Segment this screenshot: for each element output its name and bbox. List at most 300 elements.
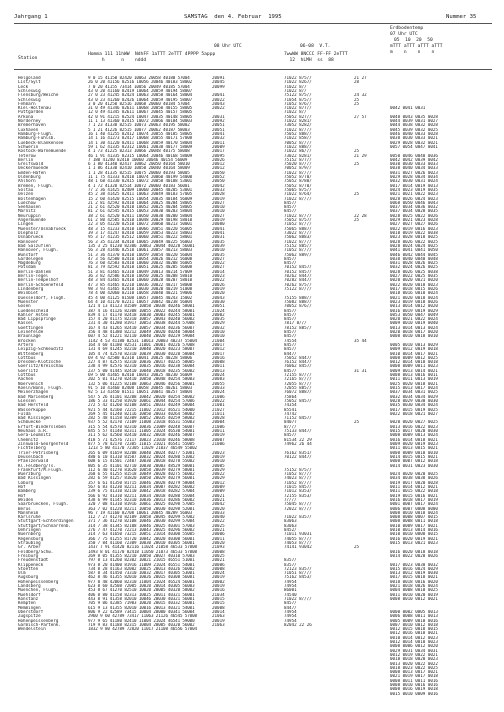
weather-values: 70052 8//// — [284, 140, 312, 145]
soil-temperatures: 0022 0020 0018 0023 — [390, 282, 438, 287]
weather-values: 75045 8//// — [284, 502, 312, 507]
extra-values: 20006 — [212, 562, 225, 567]
station-name: Leipzig-Schkeuditz — [18, 347, 64, 352]
soil-temperatures: 0000 0002 0005 0013 — [390, 609, 438, 614]
station-name: Konstanz — [18, 596, 39, 601]
soil-temperatures: 0020 0020 0021 0020 — [390, 278, 438, 283]
station-name: Berlin-Dahlem — [18, 269, 51, 274]
soil-temperatures: 0038 0040 0034 0033 — [390, 166, 438, 171]
soil-temperatures: 0008 0010 0018 0024 — [390, 510, 438, 515]
extra-values: 20009 — [212, 144, 225, 149]
station-name: Luebeck-Blankensee — [18, 140, 64, 145]
synop-values: 131 4 69 41245 82210 10040 20020 40223 58007 — [88, 347, 195, 352]
soil-temperatures: 0025 0020 0018 0021 — [390, 381, 438, 386]
soil-temperatures: 0053 0050 0047 0049 — [390, 312, 438, 317]
wind-values: 25 — [354, 192, 360, 197]
extra-values: 20021 — [212, 528, 225, 533]
station-name: Weiden — [18, 497, 34, 502]
soil-temperatures: 0009 0010 0019 0040 — [390, 321, 438, 326]
extra-values: 20019 — [212, 575, 225, 580]
soil-temperatures: 0018 0016 0018 0024 — [390, 291, 438, 296]
weather-values: 71022 8//// — [284, 213, 312, 218]
weather-values: 75052 8780/ — [284, 179, 312, 184]
synop-values: 877 5 78 42170 72305 11015 21021 46541 55005 — [88, 441, 195, 446]
extra-values: 20052 — [212, 175, 225, 180]
weather-values: 71052 8//// — [284, 248, 312, 253]
soil-temperatures: 0019 0015 0016 0021 — [390, 493, 438, 498]
soil-temperatures: 0023 0028 0018 0025 — [390, 235, 438, 240]
soil-temperatures: 0044 0038 0032 0028 — [390, 123, 438, 128]
soil-temperatures: 0012 0014 0018 0023 — [390, 640, 438, 645]
station-name: Ueckermuende — [18, 166, 49, 171]
weather-values: 76162 8351/ — [284, 450, 312, 455]
soil-temperatures: 0008 0010 0012 0021 — [390, 596, 438, 601]
weather-values: 71052 8//// — [284, 472, 312, 477]
station-name: Zugspitze — [18, 614, 41, 619]
soil-temperatures: 0008 0010 0016 0016 — [390, 683, 438, 688]
soil-temperatures: 0030 0030 0033 0033 — [390, 162, 438, 167]
extra-values: 20019 — [212, 618, 225, 623]
synop-values: 132 5 06 41225 82108 10063 20046 40256 58001 — [88, 381, 195, 386]
soil-temperatures: 0008 0008 0007 0015 — [390, 515, 438, 520]
weather-values: 70262 875// — [284, 282, 312, 287]
synop-values: 38 2 61 42520 82411 10050 20030 40200 58004 — [88, 213, 193, 218]
wind-values: 25 — [354, 149, 360, 154]
synop-values: 1437 7 91 41420 82116 11024 21058 46533 57008 — [88, 545, 197, 550]
station-name: Kempten — [18, 601, 36, 606]
extra-values: 20026 — [212, 157, 225, 162]
synop-values: 238 4 99 42576 82310 10035 20016 40238 56004 — [88, 364, 195, 369]
soil-temperatures: 0028 0026 0025 0038 — [390, 269, 438, 274]
station-name: Landsberg — [18, 584, 41, 589]
soil-temperatures: 0038 0040 0040 0048 — [390, 256, 438, 261]
synop-values: 47 3 85 41465 82210 10036 20022 40217 58008 — [88, 282, 193, 287]
weather-values: 71152 8457/ — [284, 416, 312, 421]
station-name: Cottbus — [18, 355, 36, 360]
station-name: Weinbiet — [18, 291, 39, 296]
station-name: Oehringen — [18, 528, 41, 533]
weather-values: 81534 22 29 — [284, 437, 312, 442]
extra-values: 20010 — [212, 209, 225, 214]
station-name: Hannover — [18, 239, 39, 244]
extra-values: 20024 — [212, 373, 225, 378]
weather-values: 8447/ — [284, 351, 297, 356]
station-name: Fehmarn — [18, 101, 36, 106]
soil-temperatures: 0008 0009 0011 0023 — [390, 364, 438, 369]
extra-values: 20019 — [212, 433, 225, 438]
weather-values: 74954 — [284, 609, 297, 614]
extra-values: 20024 — [212, 571, 225, 576]
soil-temperatures: 0042 0042 0039 0042 — [390, 157, 438, 162]
synop-values: 1213 5 80 41170 72305 11029 21037 46549 55002 — [88, 446, 197, 451]
soil-temperatures: 0028 0026 0024 0023 — [390, 196, 438, 201]
synop-values: 95 3 17 41235 82512 10060 20051 40222 58001 — [88, 235, 193, 240]
synop-values: 5 1 21 41226 82515 10077 20062 40187 58003 — [88, 127, 190, 132]
weather-values: 8457/ — [284, 256, 297, 261]
soil-temperatures: 0016 0018 0017 0019 — [390, 497, 438, 502]
station-name: Lingen — [18, 222, 34, 227]
weather-values: 75122 875// — [284, 93, 312, 98]
extra-values: 20021 — [212, 493, 225, 498]
weather-values: 71052 8//// — [284, 480, 312, 485]
soil-temperatures: 0029 0028 0034 0034 — [390, 175, 438, 180]
synop-values: 1142 4 53 41180 82531 10013 20003 40237 55004 — [88, 338, 197, 343]
weather-values: 8357/ — [284, 558, 297, 563]
extra-values: 20030 — [212, 299, 225, 304]
weather-values: 71022 8// — [284, 88, 307, 93]
extra-values: 20008 — [212, 549, 225, 554]
extra-values: 20041 — [212, 131, 225, 136]
soil-temperatures: 0021 0020 0018 0024 — [390, 295, 438, 300]
extra-values: 20083 — [212, 377, 225, 382]
station-name: Erfurt-Bindersleben — [18, 424, 66, 429]
soil-temperatures: 0001 0007 0017 0024 — [390, 502, 438, 507]
weather-values: 75062 889// — [284, 252, 312, 257]
extra-values: 20022 — [212, 261, 225, 266]
station-name: Hamburg-Fuhlsb. — [18, 136, 56, 141]
wind-values: 21 27 — [354, 76, 367, 80]
extra-values: 20043 — [212, 295, 225, 300]
synop-values: 608 6 15 41501 72407 10030 20018 40278 55002 — [88, 459, 195, 464]
extra-values: 20029 — [212, 476, 225, 481]
extra-values: 20021 — [212, 497, 225, 502]
synop-values: 7 0 20 41155 73414 10056 20049 40185 57004 — [88, 84, 190, 89]
soil-temperatures: 0011 0011 0013 0019 — [390, 377, 438, 382]
extra-values: 20041 — [212, 231, 225, 235]
wind-values: 24 32 — [354, 93, 367, 98]
soil-temperatures: 0007 0010 0012 0018 — [390, 622, 438, 627]
weather-values: 71022 8// — [284, 84, 307, 89]
soil-temperatures: 0035 0030 0034 0024 — [390, 403, 438, 408]
station-name: Arkona — [18, 114, 34, 119]
synop-values: 59 1 62 41335 82312 10061 20038 40177 58009 — [88, 144, 193, 149]
weather-values: 8457/ — [284, 368, 297, 373]
weather-values: 73022 8281/ — [284, 153, 312, 158]
weather-values: 71015 8457/ — [284, 485, 312, 490]
station-name: Magdeburg — [18, 261, 41, 266]
extra-values: 20027 — [212, 256, 225, 261]
synop-values: 76 3 60 42583 82410 10060 20032 40208 56005 — [88, 261, 193, 266]
station-name: Feldberg/Schw. — [18, 549, 54, 554]
synop-values: 12 0 49 41345 82611 10067 20045 40157 58005 — [88, 110, 193, 115]
extra-values: 20051 — [212, 127, 225, 132]
synop-values: 51 3 81 41465 82310 10049 20013 40214 57009 — [88, 269, 193, 274]
synop-values: 56 3 35 41234 82410 10065 20049 40225 56003 — [88, 239, 193, 244]
synop-values: 320 7 08 41310 81916 10061 20025 40298 57005 — [88, 502, 195, 507]
soil-temperatures: 0057 0054 0047 0041 — [390, 144, 438, 149]
weather-values: 75052 8447/ — [284, 355, 312, 360]
weather-values: 75122 87/// — [284, 286, 312, 291]
weather-values: 74954 — [284, 579, 297, 584]
station-name: Schmuecke — [18, 420, 41, 425]
weather-values: 8457/ — [284, 209, 297, 214]
synop-values: 77 2 36 41425 82409 10060 20045 40205 53001 — [88, 187, 193, 192]
extra-values: 20027 — [212, 265, 225, 270]
weather-values: 72155 87/// — [284, 373, 312, 378]
soil-temperatures: 0048 0043 0035 0028 — [390, 114, 438, 119]
extra-values: 21063 — [212, 622, 225, 627]
extra-values: 20012 — [212, 162, 225, 167]
station-name: Berlin-Tegel — [18, 274, 49, 279]
extra-values: 20010 — [212, 205, 225, 210]
weather-values: 70152 8457/ — [284, 265, 312, 270]
weather-values: 8457/ — [284, 334, 297, 339]
synop-values: 607 4 52 41221 82110 10040 20020 40229 59004 — [88, 334, 195, 339]
synop-values: 1 1 28 41335 82515 10075 20060 40193 58005 — [88, 170, 190, 175]
weather-values: 8457/ — [284, 433, 297, 438]
soil-temperatures: 0008 0009 0012 0025 — [390, 355, 438, 360]
weather-values: 8457/ — [284, 601, 297, 606]
soil-temperatures: 0010 0014 0017 0021 — [390, 351, 438, 356]
station-name: Braunlage — [18, 334, 41, 339]
weather-values: 70122 8447/ — [284, 454, 312, 459]
station-name: Regensburg — [18, 536, 44, 541]
station-name: Diepholz — [18, 231, 39, 235]
synop-values: 36 3 82 42586 82410 10050 20025 40208 58010 — [88, 274, 193, 279]
weather-values: 74742 — [284, 411, 297, 416]
synop-values: 98 3 93 41465 82410 10030 20020 40219 51008 — [88, 286, 193, 291]
weather-values: 71051 8//// — [284, 571, 312, 576]
station-name: Bad Lippspringe — [18, 317, 56, 322]
station-name: Gr. Arber — [18, 545, 41, 550]
station-name: Soltau — [18, 187, 34, 192]
synop-values: 1832 9 80 42789 72820 11017 21108 46556 57004 — [88, 627, 197, 632]
station-name: Koeln/Bonn, Flugh. — [18, 386, 64, 390]
soil-temperatures: 0046 0042 0044 0045 — [390, 252, 438, 257]
soil-temperatures: 0017 0015 0019 0025 — [390, 407, 438, 412]
station-name: Marnitz — [18, 209, 36, 214]
weather-values: 8457/ — [284, 308, 297, 313]
extra-values: 20031 — [212, 235, 225, 240]
weather-values: 71022 8//// — [284, 596, 312, 601]
extra-values: 21006 — [212, 394, 225, 399]
weather-values: 8457/ — [284, 330, 297, 335]
synop-values: 443 8 91 41358 82010 10046 20030 40321 56001 — [88, 596, 195, 601]
soil-temperatures: 0015 0017 0020 0030 — [390, 429, 438, 434]
extra-values: 21011 — [212, 411, 225, 416]
soil-temperatures: 0009 0013 0014 0021 — [390, 368, 438, 373]
weather-values: 75864 — [284, 394, 297, 399]
weather-column-header: 7wwWW 8NCCC FF-FF 2eTTT — [284, 52, 348, 57]
extra-values: 20020 — [212, 506, 225, 511]
weather-values: 74053 8//// — [284, 541, 312, 545]
station-name: Leinefelde — [18, 330, 44, 335]
synop-values: 11 1 13 41360 82415 10072 20066 40184 50003 — [88, 119, 193, 124]
station-name: Helgoland — [18, 76, 41, 80]
station-name: Kassel — [18, 321, 34, 326]
weather-values: 74540 — [284, 592, 297, 597]
soil-temperatures: 0028 0026 0022 0025 — [390, 239, 438, 244]
wind-values: 25 — [354, 420, 360, 425]
station-name: Puttgarden — [18, 110, 44, 115]
synop-values: 61 2 80 42585 82410 10048 20029 40198 58010 — [88, 218, 193, 223]
soil-temperatures: 0010 0009 0017 0021 — [390, 523, 438, 528]
soil-temperatures: 0028 0024 0024 0025 — [390, 243, 438, 248]
synop-values: 27 0 23 41245 82424 10063 20058 40164 58004 — [88, 93, 193, 98]
soil-temperatures: 0010 0010 0008 0015 — [390, 532, 438, 537]
synop-values: 81 2 61 42545 82415 10053 20030 40203 58004 — [88, 209, 193, 214]
soil-temperatures: 0037 0034 0036 0032 — [390, 205, 438, 210]
station-name: Wunstorf — [18, 252, 39, 257]
synop-values: 167 4 43 41265 82410 10057 20034 40236 56007 — [88, 325, 195, 330]
synop-values: 105 4 74 42570 82310 10039 20030 40220 58004 — [88, 351, 195, 356]
synop-values: 265 6 09 41659 82208 10040 20024 40277 51001 — [88, 450, 195, 455]
weather-values: 7817 8/// — [284, 321, 307, 326]
extra-values: 20025 — [212, 523, 225, 528]
synop-values: 121 4 13 41123 81509 10058 20038 40246 58001 — [88, 304, 195, 309]
weather-values: 75052 8770/ — [284, 183, 312, 188]
extra-values: 20019 — [212, 286, 225, 291]
synop-values: 16 1 40 41255 82412 10074 20055 40185 58005 — [88, 131, 193, 136]
synop-values: 42 0 91 41215 82524 10047 20035 40148 58005 — [88, 114, 193, 119]
extra-values: 20039 — [212, 243, 225, 248]
station-name: Gardelegen — [18, 256, 44, 261]
station-name: Gosen — [18, 304, 31, 309]
station-name: Bad Kissingen — [18, 476, 51, 481]
extra-values: 20016 — [212, 588, 225, 593]
synop-values: 43 0 23 41260 82426 10064 20059 40195 58007 — [88, 97, 193, 102]
soil-temperatures: 0014 0031 0023 0030 — [390, 463, 438, 468]
extra-values: 20042 — [212, 183, 225, 188]
weather-values: 71012 8353/ — [284, 489, 312, 494]
soil-temperatures: 0018 0019 0022 0038 — [390, 231, 438, 235]
station-name: Emden-Hafen — [18, 170, 46, 175]
synop-values: 371 7 36 41270 82108 10046 20030 40299 57004 — [88, 519, 195, 524]
soil-temperatures: 0028 0029 0030 0030 — [390, 398, 438, 403]
weather-values: 75052 8457/ — [284, 398, 312, 403]
station-name: Brocken — [18, 338, 36, 343]
synop-values: 47 3 56 42580 82410 10054 20026 40212 56008 — [88, 256, 193, 261]
soil-temperatures: 0017 0014 0019 0013 — [390, 183, 438, 188]
station-name: Freudenstadt — [18, 558, 49, 563]
soil-temperatures: 0006 0007 0008 0000 — [390, 506, 438, 511]
weather-values: 71022 8// — [284, 110, 307, 115]
synop-values: 69 4 92 42580 82310 10041 20025 40228 58006 — [88, 355, 193, 360]
soil-temperatures: 0022 0018 0021 0027 — [390, 411, 438, 416]
extra-values: 20020 — [212, 291, 225, 296]
synop-values: 135 3 25 41230 82306 10063 20044 40228 56001 — [88, 243, 195, 248]
weather-values: 8457/ — [284, 312, 297, 317]
soil-temperatures: 0005 0009 0010 0016 — [390, 618, 438, 623]
soil-temperatures: 0023 0019 0018 0026 — [390, 299, 438, 304]
weather-values: 71052 8//// — [284, 222, 312, 227]
synop-values: 48 3 15 41233 82410 10066 20051 40220 56005 — [88, 226, 193, 231]
soil-temperatures: 0018 0023 0022 0025 — [390, 665, 438, 670]
extra-values: 20029 — [212, 321, 225, 326]
synop-values: 272 5 42 41260 82108 10051 20033 40249 58004 — [88, 403, 195, 408]
weather-values: 72155 8353/ — [284, 493, 312, 498]
station-name: Flensburg/Weiche — [18, 93, 59, 98]
station-name: Cottbus — [18, 373, 36, 378]
station-name: Oberstdorf — [18, 609, 44, 614]
synop-values: 3 0 20 41250 82516 10068 20060 40184 57004 — [88, 101, 190, 106]
synop-values: 314 7 38 41345 82108 10046 20025 40301 57003 — [88, 523, 195, 528]
weather-values: 74023 8//// — [284, 476, 312, 481]
soil-temperatures: 0004 0008 0010 0025 — [390, 588, 438, 593]
extra-values: 20013 — [212, 368, 225, 373]
synop-values: 480 6 10 41310 81507 10032 20024 40280 51002 — [88, 454, 195, 459]
weather-values: 75052 8757/ — [284, 218, 312, 223]
extra-values: 20014 — [212, 269, 225, 274]
extra-values: 20080 — [212, 222, 225, 227]
station-name: Coburg — [18, 480, 34, 485]
soil-time: 07 Uhr UTC — [390, 32, 418, 37]
synop-values: 21 2 81 42592 82410 10064 20025 40204 58005 — [88, 200, 193, 205]
weather-values: 72055 8//// — [284, 381, 312, 386]
wind-values: 35 44 — [354, 338, 367, 343]
weather-values: 86001 — [284, 588, 297, 593]
soil-temperatures: 0009 0012 0019 0018 — [390, 347, 438, 352]
synop-values: 566 6 92 41310 82211 10034 20018 40280 55004 — [88, 493, 195, 498]
soil-temperatures: 0015 0016 0024 0029 — [390, 566, 438, 571]
soil-temperatures: 0020 0020 0027 0025 — [390, 420, 438, 425]
station-name: Neuruppin — [18, 213, 41, 218]
extra-values: 20022 — [212, 106, 225, 111]
synop-values: 282 6 59 41257 81820 10050 20029 40279 56001 — [88, 476, 195, 481]
extra-values: 21063 — [212, 614, 225, 619]
synop-values: 269 8 05 41355 82210 10050 20027 40310 57003 — [88, 553, 195, 558]
soil-temperatures: 0032 0030 0031 0024 — [390, 179, 438, 184]
station-name: Potsdam — [18, 265, 36, 270]
extra-values: 20050 — [212, 179, 225, 184]
station-name: Muenchen, Flugh. — [18, 588, 59, 593]
extra-values: 20029 — [212, 467, 225, 472]
soil-units-2: m n n n — [390, 50, 435, 55]
soil-temperatures: 0011 0013 0015 0021 — [390, 446, 438, 451]
synop-values: 462 8 46 41355 82010 10026 20015 40308 56001 — [88, 575, 195, 580]
synop-values: 51 3 36 41370 82410 10059 20054 40220 56004 — [88, 252, 193, 257]
weather-values: 75082 8887/ — [284, 299, 312, 304]
synop-values: 623 8 60 42508 72005 10020 20014 40305 56003 — [88, 584, 195, 589]
soil-depths: 05 10 20 50 — [394, 38, 433, 43]
station-name: Chemnitz — [18, 437, 39, 442]
extra-values: 20040 — [212, 515, 225, 520]
station-name: Schleswig — [18, 88, 41, 93]
weather-values: 8457/ — [284, 347, 297, 352]
station-name: Muenster — [18, 299, 39, 304]
synop-values: 164 4 60 41180 82531 11001 20001 40226 57008 — [88, 342, 195, 347]
station-name: Leck — [18, 84, 29, 89]
weather-values: 75062 8883/ — [284, 235, 312, 240]
extra-values: 20033 — [212, 510, 225, 515]
soil-temperatures: 0011 0010 0020 0019 — [390, 592, 438, 597]
station-name: Luechow — [18, 200, 36, 205]
weather-values: 71022 8764/ — [284, 192, 312, 197]
synop-values: 387 4 16 41126 82308 10055 20022 40244 58001 — [88, 308, 195, 313]
table-row — [14, 692, 492, 697]
soil-temperatures: 0028 0025 0022 0026 — [390, 213, 438, 218]
soil-temperatures: 0013 0020 0022 0022 — [390, 661, 438, 666]
weather-values: 74554 — [284, 338, 297, 343]
station-name: Stuttgart-Echterdingen — [18, 519, 74, 524]
wind-values: 31 31 — [354, 368, 367, 373]
soil-temperatures: 0016 0014 0018 0021 — [390, 437, 438, 442]
synop-values: 453 8 67 41270 82510 10020 20005 40320 58002 — [88, 588, 195, 593]
weather-values: 72055 885// — [284, 386, 312, 390]
soil-temperatures: 0032 0034 0034 0029 — [390, 394, 438, 399]
weather-values: 85541 — [284, 407, 297, 412]
extra-values: 20017 — [212, 342, 225, 347]
station-name: Meinerzhagen — [18, 390, 49, 395]
wind-values: 25 — [354, 101, 360, 106]
weather-values: 72022 8//// — [284, 506, 312, 511]
date-label: SAMSTAG den 4. Februar 1995 — [184, 14, 282, 20]
extra-values: 20008 — [212, 605, 225, 610]
synop-values: 438 6 99 41145 82310 10036 20013 40286 56002 — [88, 497, 195, 502]
synop-values: 406 8 80 41158 82313 10025 20011 40321 56001 — [88, 592, 195, 597]
weather-values: 71052 876// — [284, 101, 312, 106]
weather-values: 8457/ — [284, 205, 297, 210]
